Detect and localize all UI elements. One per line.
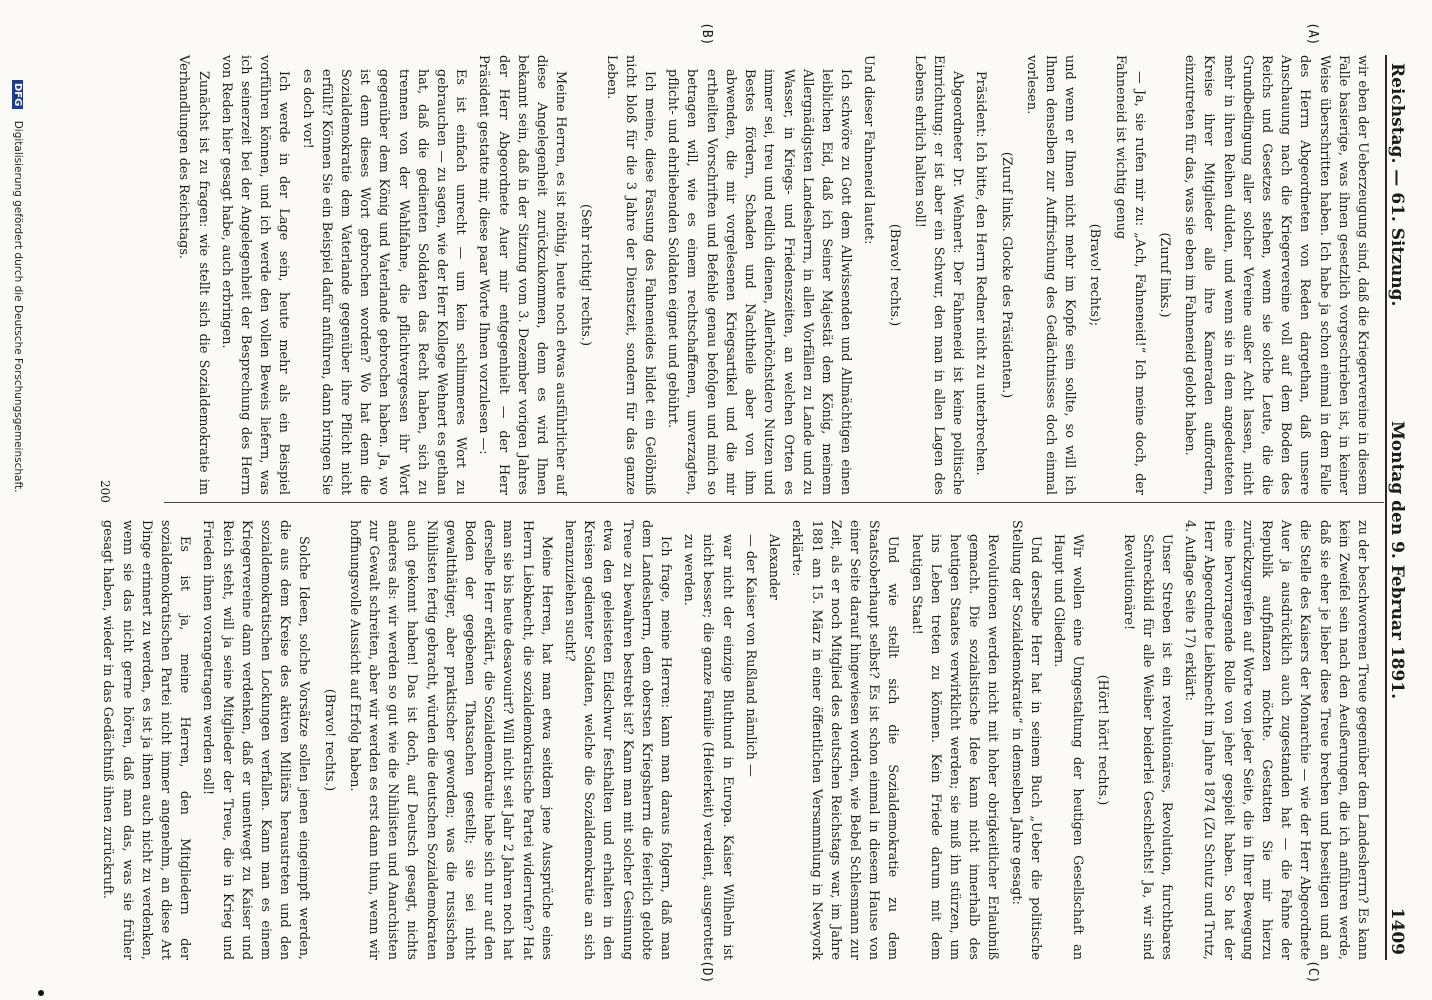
header-session: Reichstag. — 61. Sitzung. (1387, 63, 1407, 307)
header-page-number: 1409 (1387, 907, 1407, 955)
right-text-column (94, 520, 1372, 960)
paragraph: Es ist ja, meine Herren, den Mitgliedern der sozialdemokratischen Partei nicht immer angenehm, an diese Art Dinge erinnert zu werden, es ist ja ihnen auch nicht zu verdenken, wenn sie das nicht gerne hören, daß man das, was sie früher gesagt haben, wieder in das Gedächtniß ihnen zurückruft. (100, 520, 193, 960)
page-footer-number: 200 (98, 480, 112, 503)
footer-text: Digitalisierung gefördert durch die Deutsche Forschungsgemeinschaft. (12, 120, 24, 493)
paragraph: zu der beschworenen Treue gegenüber dem Landesherrn? Es kann kein Zweifel sein nach den Aeußerungen, die ich anführen werde, daß sie eher je lieber diese Treue brechen und beseitigen und an die Stelle des Kaisers der Monarchie — wie der Herr Abgeordnete Auer ja ausdrücklich auch zugestanden hat — die Fahne der Republik aufpflanzen möchte. Gestatten Sie mir hierzu zurückzugreifen auf Worte von jeder Seite, die in Ihrer Bewegung eine hervorragende Rolle von jeher gespielt haben. So hat der Herr Abgeordnete Liebknecht im Jahre 1874 (Zu Schutz und Trutz, 4. Auflage Seite 17) erklärt: (1182, 520, 1370, 960)
paragraph: — Ja, sie rufen mir zu: „Ach, Fahneneid!“ Ich meine doch, der Fahneneid ist wichtig genug (1112, 55, 1147, 495)
margin-mark-b: (B) (699, 22, 714, 46)
paragraph: Zunächst ist zu fragen: wie stellt sich die Sozialdemokratie im Verhandlungen des Reichstags. (176, 55, 211, 495)
paragraph: (Bravo! rechts.) (886, 223, 902, 327)
page-header (1377, 55, 1417, 955)
paragraph: und wenn er Ihnen nicht mehr im Kopfe sein sollte, so will ich Ihnen denselben zur Auffrischung des Gedächtnisses doch einmal vorlesen. (1023, 55, 1078, 495)
paragraph: Ich schwöre zu Gott dem Allwissenden und Allmächtigen einen leiblichen Eid, daß ich Seiner Majestät dem König, meinem Allergnädigsten Landesherrn, in allen Vorfällen zu Lande und zu Wasser, in Kriegs- und Friedenszeiten, an welchen Orten es immer sei, treu und redlich dienen, Allerhöchstdero Nutzen und Bestes fördern, Schaden und Nachtheile aber von ihm abwenden, die mir vorgelesenen Kriegsartikel und die mir ertheilten Vorschriften und Befehle genau befolgen und mich so betragen will, wie es einem rechtschaffenen, unverzagten, pflicht- und ehrliebenden Soldaten eignet und gebührt. (665, 69, 854, 495)
paragraph: Abgeordneter Dr. Wehnert: Der Fahneneid ist keine politische Einrichtung; er ist aber ein Schwur, den man in allen Lagen des Lebens ehrlich halten soll! (911, 55, 966, 495)
paragraph: war nicht der einzige Bluthund in Europa. Kaiser Wilhelm ist nicht besser; die ganze Familie (Heiterkeit) verdient, ausgerottet zu werden. (681, 534, 735, 960)
paragraph: Es ist einfach unrecht — um kein schlimmeres Wort zu gebrauchen — zu sagen, wie der Herr Kollege Wehnert es gethan hat, daß die gedienten Soldaten das Recht haben, sich zu trennen von der Wahlfahne, die pflichtvergessen ihr Wort gegenüber dem König und Vaterlande gebrochen haben. Ja, wo ist denn dieses Wort gebrochen worden? Wo hat denn die Sozialdemokratie dem Vaterlande gegenüber ihre Pflicht nicht erfüllt? Können Sie ein Beispiel dafür anführen, dann bringen Sie es doch vor! (299, 69, 469, 496)
paragraph: Und dieser Fahneneid lautet: (861, 55, 877, 245)
paragraph: Ich meine, diese Fassung des Fahneneides bildet ein Gelöbniß nicht bloß für die 3 Jahre der Dienstzeit, sondern für das ganze Leben. (603, 55, 658, 495)
paragraph: Und wie stellt sich die Sozialdemokratie zu dem Staatsoberhaupt selbst? Es ist schon einmal in diesem Hause von einer Seite darauf hingewiesen worden, wie Bebel Schlesmann zur Zeit, als er noch Mitglied des deutschen Reichstags war, im Jahre 1881 am 15. März in einer öffentlichen Versammlung in Newyork erklärte: (789, 520, 901, 960)
scan-artifact-dot (38, 990, 44, 996)
left-text-column (170, 55, 1372, 495)
paragraph: (Zuruf links.) (1156, 232, 1172, 318)
paragraph: Solche Ideen, solche Vorsätze sollen jenen eingeimpft werden, die aus dem Kreise des aktiven Militärs heraustreten und den sozialdemokratischen Lockungen verfallen. Kann man es einem Kriegervereine dann verdenken, daß er unentwegt zu Kaiser und Reich steht, will ja seine Mitglieder der Treue, die in Krieg und Frieden ihnen vorangetragen werden soll! (200, 520, 312, 960)
paragraph: (Sehr richtig! rechts.) (578, 204, 594, 346)
column-divider (164, 502, 1384, 503)
paragraph: Revolutionen werden nicht mit hoher obrigkeitlicher Erlaubniß gemacht. Die sozialistische Idee kann nicht innerhalb des heutigen Staates verwirklicht werden; sie muß ihn stürzen, um ins Leben treten zu können. Kein Friede darum mit dem heutigen Staat! (908, 534, 1001, 960)
paragraph: (Bravo! rechts.) (321, 688, 337, 792)
paragraph: Und derselbe Herr hat in seinem Buch „Ueber die politische Stellung der Sozialdemokratie“ in demselben Jahre gesagt: (1008, 520, 1043, 960)
margin-mark-d: (D) (699, 960, 714, 984)
paragraph: Ich werde in der Lage sein, heute mehr als ein Beispiel vorführen können, und ich werde den vollen Beweis liefern, was ich seinerzeit bei der Angelegenheit der Besprechung des Herrn von Reden hier gesagt habe, auch erbringen. (218, 55, 292, 495)
paragraph: Meine Herren, hat man etwa seitdem jene Aussprüche eines Herrn Liebknecht, die sozialdemokratische Partei widerrufen? Hat man sie bis heute desavouirt? Will nicht seit Jahr 2 Jahren noch hat derselbe Herr erklärt, die Sozialdemokratie habe sich nur auf den Boden der gegebenen Thatsachen gestellt; sie sei nicht gewaltthätiger, aber praktischer geworden; was die russischen Nihilisten fertig gebracht, würden die deutschen Sozialdemokraten auch gekonnt haben! Das ist doch, auf Deutsch gesagt, nichts anderes als: wir werden so gut wie die Nihilisten und Anarchisten zur Gewalt schreiten, aber wir werden es erst dann thun, wenn wir hoffnungsvolle Aussicht auf Erfolg haben. (346, 520, 554, 960)
margin-mark-a: (A) (1305, 22, 1320, 46)
paragraph: Wir wollen eine Umgestaltung der heutigen Gesellschaft an Haupt und Gliedern. (1050, 534, 1086, 960)
paragraph: Unser Streben ist ein revolutionäres, Revolution, furchtbares Schreckbild für alle Weiber beiderlei Geschlechts! Ja, wir sind Revolutionäre! (1120, 534, 1174, 960)
paragraph: Meine Herren, es ist nöthig, heute noch etwas ausführlicher auf diese Angelegenheit zurückzukommen, denn es wird Ihnen bekannt sein, daß in der Sitzung vom 3. Dezember vorigen Jahres der Herr Abgeordnete Auer mir entgegenhielt — der Herr Präsident gestatte mir, diese paar Worte Ihnen vorzulesen —: (476, 55, 569, 495)
paragraph: (Hört! hört! rechts.) (1095, 674, 1111, 806)
paragraph: (Bravo! rechts); (1087, 223, 1103, 327)
paragraph: Alexander (766, 534, 782, 600)
header-rule (1385, 55, 1387, 960)
paragraph: wir eben der Ueberzeugung sind, daß die Kriegervereine in diesem Falle basierige, was ihnen gesetzlich vorgeschrieben ist, in keiner Weise überschritten haben. Ich habe ja schon einmal in dem Falle des Herrn Abgeordneten von Reden dargethan, daß unsere Anschauung nach die Kriegervereine voll auf dem Boden des Reichs und Gesetzes stehen, wenn sie solche Leute, die die Grundbedingung aller solcher Vereine außer Acht lassen, nicht mehr in ihren Reihen dulden, und wenn sie in dem angedeuteten Kreise ihrer Mitglieder alle ihre Kameraden auffordern, einzutreten für das, was sie eben im Fahneneid gelobt haben. (1182, 55, 1370, 495)
margin-mark-c: (C) (1305, 960, 1320, 984)
digitization-footer (12, 80, 24, 492)
dfg-logo: DFG (12, 80, 23, 109)
paragraph: — der Kaiser von Rußland nämlich — (742, 534, 758, 777)
header-date: Montag den 9. Februar 1891. (1387, 420, 1407, 700)
paragraph: Präsident: Ich bitte, den Herrn Redner nicht zu unterbrechen. (973, 71, 989, 476)
paragraph: (Zuruf links. Glocke des Präsidenten.) (998, 151, 1014, 399)
paragraph: Ich frage, meine Herren: kann man daraus folgern, daß man dem Landesherrn, dem obersten Kriegsherrn die feierlich gelobte Treue zu bewahren bestrebt ist? Kann man mit solcher Gesinnung etwa den geleisteten Eidschwur festhalten und erhalten in den Kreisen gedienter Soldaten, welche die Sozialdemokratie an sich heranzuziehen sucht? (562, 520, 674, 960)
